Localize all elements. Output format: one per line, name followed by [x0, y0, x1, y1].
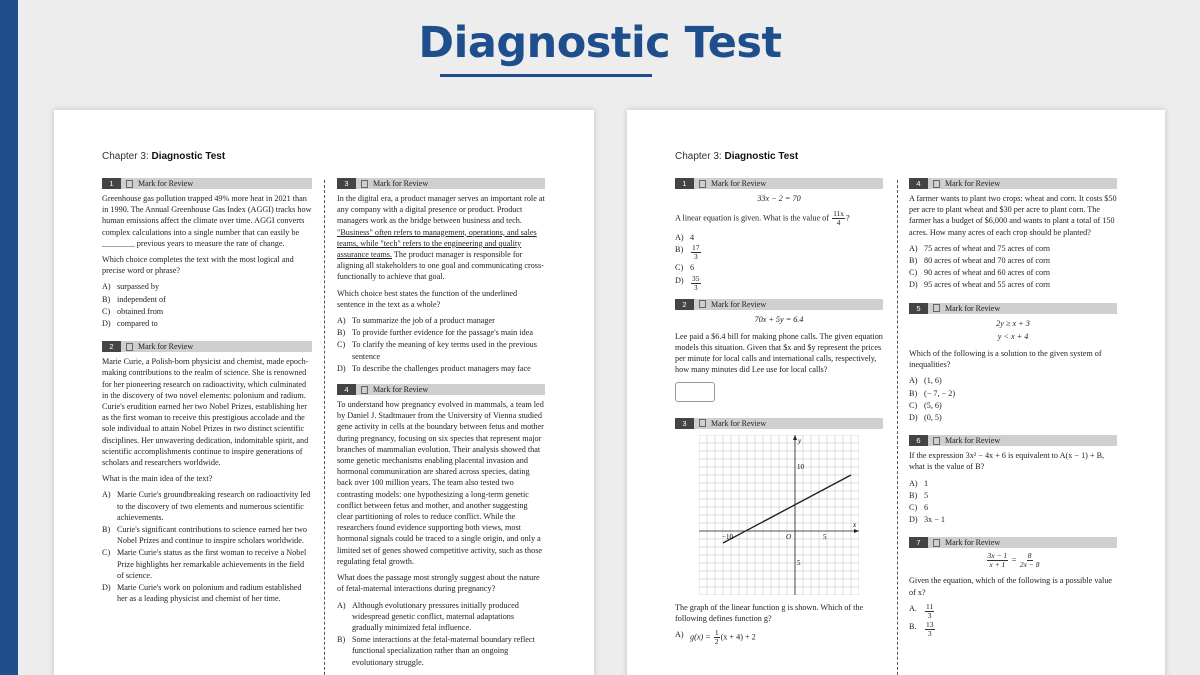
- question-block: [909, 303, 1117, 424]
- question-prompt: Which choice best states the function of the underlined sentence in the text as a whole?: [337, 288, 518, 309]
- answer-option[interactable]: C) 90 acres of wheat and 60 acres of corn: [909, 268, 1050, 278]
- answer-option[interactable]: D) To describe the challenges product managers may face: [337, 363, 531, 373]
- answer-option[interactable]: B) Curie's significant contributions to science earned her two Nobel Prizes and continue to inspire scholars worldwide.: [102, 525, 307, 546]
- question-text: Lee paid a $6.4 bill for making phone calls. The given equation models this situation. Given that $x and $y represent the prices per minute for local calls and international calls, respectively, how many minutes did Lee use for local calls?: [675, 331, 883, 375]
- question-prompt: A linear equation is given. What is the value of $\frac{11x}{4}$ ?: [675, 209, 850, 228]
- question-block: [909, 435, 1117, 525]
- question-prompt: Which choice completes the text with the most logical and precise word or phrase?: [102, 255, 294, 276]
- left-column-2: [337, 178, 545, 675]
- bookmark-icon[interactable]: [933, 437, 940, 445]
- title-underline: [440, 74, 652, 77]
- question-block: [675, 299, 883, 402]
- bookmark-icon[interactable]: [699, 180, 706, 188]
- mark-for-review[interactable]: Mark for Review: [711, 178, 767, 188]
- answer-option[interactable]: C) Marie Curie's status as the first woman to receive a Nobel Prize highlights her remarkable achievements in the field of science.: [102, 548, 307, 580]
- bookmark-icon[interactable]: [361, 386, 368, 394]
- answer-option[interactable]: D) 95 acres of wheat and 55 acres of corn: [909, 280, 1050, 290]
- answer-option[interactable]: B) 80 acres of wheat and 70 acres of corn: [909, 256, 1050, 266]
- answer-option[interactable]: A. $\frac{11}{3}$: [909, 601, 934, 620]
- question-header: 3 Mark for Review: [675, 418, 883, 429]
- question-header: 4 Mark for Review: [909, 178, 1117, 189]
- left-accent-bar: [0, 0, 18, 675]
- question-prompt: The graph of the linear function g is shown. Which of the following defines function g?: [675, 602, 864, 624]
- question-header: 6 Mark for Review: [909, 435, 1117, 446]
- question-block: [337, 178, 545, 374]
- answer-option[interactable]: A) Although evolutionary pressures initially produced widespread genetic conflict, maternal adaptations gradually minimized fetal influence.: [337, 600, 519, 632]
- column-divider: [324, 180, 325, 675]
- mark-for-review[interactable]: Mark for Review: [373, 178, 429, 188]
- right-column-2: [909, 178, 1117, 645]
- question-block: [909, 178, 1117, 291]
- x-axis-label: x: [853, 520, 857, 529]
- bookmark-icon[interactable]: [126, 180, 133, 188]
- answer-option[interactable]: D) $\frac{35}{3}$: [675, 273, 700, 292]
- question-text: If the expression 3x² − 4x + 6 is equivalent to A(x − 1) + B, what is the value of B?: [909, 451, 1105, 472]
- mark-for-review[interactable]: Mark for Review: [945, 303, 1001, 313]
- bookmark-icon[interactable]: [699, 300, 706, 308]
- answer-option[interactable]: D) 3x − 1: [909, 515, 945, 525]
- right-page: [627, 110, 1165, 675]
- bookmark-icon[interactable]: [126, 343, 133, 351]
- answer-option[interactable]: C) 6: [909, 503, 929, 513]
- question-header: 4 Mark for Review: [337, 384, 545, 395]
- question-text: A farmer wants to plant two crops: wheat and corn. It costs $50 per acre to plant wheat and $30 per acre to plant corn. The farmer has a budget of $6,000 and wants to plant a total of 150 acres. How many acres of each crop should be planted?: [909, 194, 1117, 237]
- bookmark-icon[interactable]: [699, 419, 706, 427]
- equation: 70x + 5y = 6.4: [754, 314, 804, 324]
- mark-for-review[interactable]: Mark for Review: [138, 178, 194, 188]
- main-title: Diagnostic Test: [418, 18, 782, 68]
- question-header: 1 Mark for Review: [102, 178, 312, 189]
- answer-option[interactable]: A) Marie Curie's groundbreaking research on radioactivity led to the discovery of two elements and numerous scientific achievements.: [102, 490, 311, 522]
- left-column-1: [102, 178, 312, 612]
- question-header: 5 Mark for Review: [909, 303, 1117, 314]
- origin-label: O: [786, 532, 792, 541]
- answer-option[interactable]: C) To clarify the meaning of key terms used in the previous sentence: [337, 340, 537, 361]
- mark-for-review[interactable]: Mark for Review: [711, 299, 767, 309]
- answer-option[interactable]: A) 4: [675, 233, 695, 243]
- bookmark-icon[interactable]: [933, 539, 940, 547]
- answer-option[interactable]: B) 5: [909, 490, 929, 500]
- answer-option[interactable]: C) 6: [675, 263, 695, 273]
- answer-option[interactable]: B) $\frac{17}{3}$: [675, 243, 700, 262]
- question-text: In the digital era, a product manager serves an important role at any company with a digital presence or product. Product managers work as the bridge between business and tech. "Business" often refers to management, operations, and sales teams, while "tech" refers to the engineering and quality assurance teams. The product manager is responsible for aligning all stakeholders to one goal and communicating cross-functionally to achieve that goal.: [337, 194, 545, 282]
- tick-label-x-neg: −10: [722, 532, 733, 541]
- tick-label-y-pos: 10: [797, 462, 804, 471]
- question-block: [102, 178, 312, 329]
- answer-option[interactable]: B. $\frac{13}{3}$: [909, 619, 934, 638]
- equation: $\frac{3x - 1}{x + 1}$ = $\frac{8}{2x - 8}$: [987, 551, 1040, 570]
- question-text: To understand how pregnancy evolved in mammals, a team led by Daniel J. Stadtmauer from the University of Vienna studied gene activity in cells at the boundary between fetus and mother during pregnancy, focusing on six species that represent major branches of mammalian evolution. Their analysis showed that some genetic mechanisms enabling placental invasion and hormonal communication are shared across species, dating back over 100 million years. The team also tested two contrasting models: one hypothesizing a long-term genetic conflict between fetus and mother, and another suggesting clear partitioning of roles to reduce conflict. While the researchers found evidence supporting both views, most hormonal signals could be traced to a single origin, and only a limited set of genes showed competitive activity, such as those regulating fetal growth.: [337, 400, 544, 566]
- question-block: [337, 384, 545, 668]
- inequality-1: 2y ≥ x + 3: [996, 318, 1030, 328]
- mark-for-review[interactable]: Mark for Review: [945, 538, 1001, 548]
- bookmark-icon[interactable]: [361, 180, 368, 188]
- chapter-header: Chapter 3: Diagnostic Test: [102, 151, 226, 162]
- underlined-sentence: "Business" often refers to management, operations, and sales teams, while "tech" refers to the engineering and quality assurance teams.: [337, 227, 537, 260]
- mark-for-review[interactable]: Mark for Review: [373, 384, 429, 394]
- answer-option[interactable]: D) compared to: [102, 319, 158, 329]
- equation: 33x − 2 = 70: [757, 194, 801, 203]
- question-prompt: Given the equation, which of the following is a possible value of x?: [909, 576, 1113, 597]
- fraction: $\frac{11x}{4}$: [833, 209, 845, 228]
- answer-option[interactable]: D) (0, 5): [909, 413, 942, 423]
- mark-for-review[interactable]: Mark for Review: [138, 342, 194, 352]
- answer-option[interactable]: A) surpassed by: [102, 282, 160, 292]
- question-header: 7 Mark for Review: [909, 537, 1117, 548]
- question-block: [675, 178, 883, 292]
- answer-option[interactable]: C) obtained from: [102, 306, 164, 316]
- answer-option[interactable]: A) 1: [909, 478, 929, 488]
- bookmark-icon[interactable]: [933, 304, 940, 312]
- mark-for-review[interactable]: Mark for Review: [711, 418, 767, 428]
- right-column-1: [675, 178, 883, 653]
- question-prompt: Which of the following is a solution to the given system of inequalities?: [909, 349, 1102, 370]
- question-header: 2 Mark for Review: [675, 299, 883, 310]
- question-header: 2 Mark for Review: [102, 341, 312, 352]
- mark-for-review[interactable]: Mark for Review: [945, 178, 1001, 188]
- answer-option[interactable]: A) To summarize the job of a product manager: [337, 316, 495, 326]
- question-prompt: What is the main idea of the text?: [102, 474, 213, 484]
- linear-function-graph: [699, 435, 859, 595]
- question-header: 3 Mark for Review: [337, 178, 545, 189]
- answer-option[interactable]: A) g(x) = $\frac{1}{2}$ (x + 4) + 2: [675, 628, 756, 647]
- answer-option[interactable]: A) (1, 6): [909, 376, 942, 386]
- question-text: Greenhouse gas pollution trapped 49% more heat in 2021 than in 1990. The Annual Greenhouse Gas Index (AGGI) tracks how human emissions affect the climate over time. AGGI converts complex calculations into a single number that can easily be ________ previous years to measure the rate of change.: [102, 194, 312, 248]
- question-header: 1 Mark for Review: [675, 178, 883, 189]
- answer-input[interactable]: [675, 382, 715, 402]
- question-block: [909, 537, 1117, 637]
- column-divider: [897, 180, 898, 675]
- answer-option[interactable]: A) 75 acres of wheat and 75 acres of corn: [909, 243, 1050, 253]
- answer-option[interactable]: B) To provide further evidence for the passage's main idea: [337, 328, 533, 338]
- question-block: [102, 341, 312, 604]
- answer-option[interactable]: B) (− 7, − 2): [909, 388, 956, 398]
- left-page: [54, 110, 594, 675]
- answer-option[interactable]: C) (5, 6): [909, 400, 942, 410]
- question-prompt: What does the passage most strongly suggest about the nature of fetal-maternal interactions during pregnancy?: [337, 573, 540, 594]
- graph-grid: [699, 435, 859, 595]
- question-text: Marie Curie, a Polish-born physicist and chemist, made epoch-making contributions to the realm of science. She is renowned for her pioneering research on radioactivity, which culminated in the discovery of two novel elements: polonium and radium. Curie's erudition earned her two Nobel Prizes, establishing her as the first woman to receive this prestigious accolade and the sole individual to attain Nobel Prizes in two distinct scientific disciplines. Her unwavering dedication, indomitable spirit, and scientific accomplishments continue to inspire generations of scholars and researchers worldwide.: [102, 357, 309, 468]
- answer-option[interactable]: B) independent of: [102, 294, 166, 304]
- mark-for-review[interactable]: Mark for Review: [945, 436, 1001, 446]
- answer-option[interactable]: D) Marie Curie's work on polonium and radium established her as a leading physicist and chemist of her time.: [102, 583, 302, 604]
- chapter-header: Chapter 3: Diagnostic Test: [675, 151, 799, 162]
- tick-label-x-pos: 5: [823, 532, 827, 541]
- question-block: [675, 418, 883, 647]
- y-axis-label: y: [798, 436, 802, 445]
- answer-option[interactable]: B) Some interactions at the fetal-maternal boundary reflect functional specialization rather than an ongoing evolutionary struggle.: [337, 635, 535, 667]
- bookmark-icon[interactable]: [933, 180, 940, 188]
- inequality-2: y < x + 4: [997, 331, 1029, 341]
- tick-label-y-neg: 5: [797, 558, 801, 567]
